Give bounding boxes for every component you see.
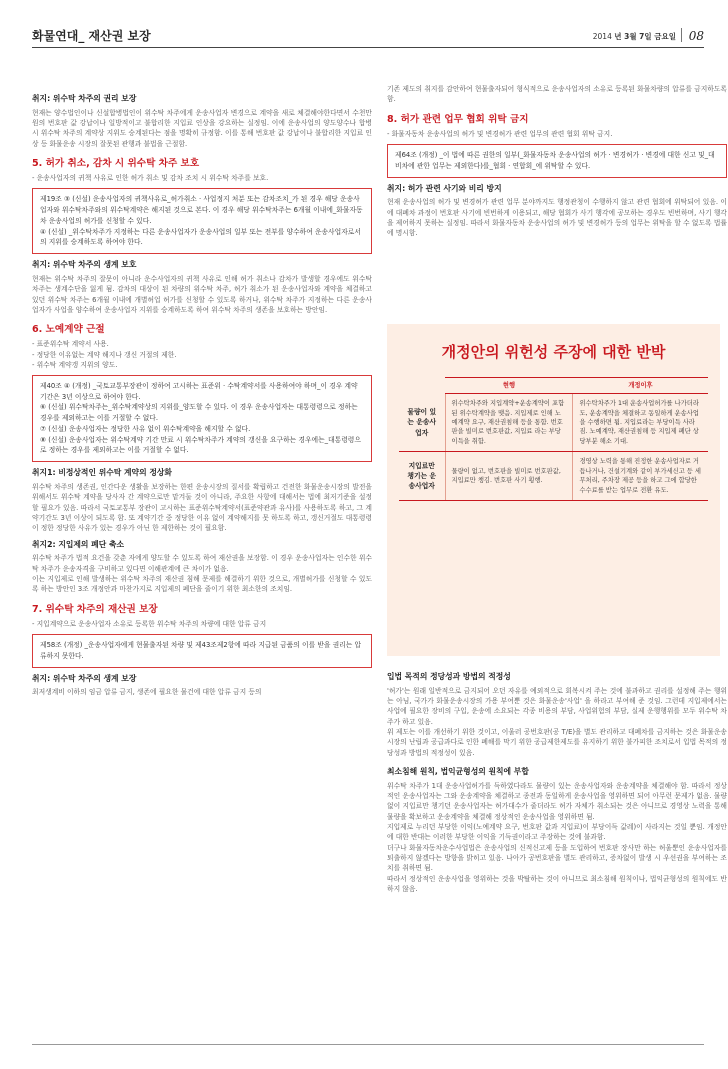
bullet-item: - 정당한 이유없는 계약 해지나 갱신 거절의 제한.: [32, 350, 177, 359]
article-text: ⑦ (신설) 운송사업자는 정당한 사유 없이 위수탁계약을 해지할 수 없다.: [40, 424, 251, 433]
paragraph: '허가'는 원래 일반적으로 금지되어 오던 자유를 예외적으로 회복시켜 주는 것에 불과하고 권리를 설정해 주는 행위는 아님, 국가가 화물운송시장의 가용 부여뿐 것은 화물운송'사업' 을 하라고 부여해 준 것임. 그런데 지입제에서는 사업에 필요한 장비의 구입, 운송에 소요되는 각종 비용의 부담, 사업위험의 부담, 실제 운행행위를 모두 위수탁 차주가 하고 있음.: [387, 686, 727, 726]
section-title-8: 8. 허가 관련 업무 협회 위탁 금지: [387, 113, 529, 125]
header-rule: [32, 47, 704, 48]
article-text: 제40조 ④ (개정) _국토교통부장관이 정하여 고시하는 표준위 · 수탁계약서를 사용하여야 하며_이 경우 계약기간은 3년 이상으로 하여야 한다.: [40, 382, 358, 401]
table-row: [399, 452, 708, 501]
subheading: 취지: 위수탁 차주의 생계 보장: [32, 673, 137, 683]
paragraph: 위수탁 차주가 법적 요건을 갖춘 자에게 양도할 수 있도록 하여 재산권을 보장함. 이 경우 운송사업자는 인수한 위수탁 차주가 운송자격을 구비하고 있다면 이해관계에 큰 차이가 없음.: [32, 554, 372, 573]
section-title-5: 5. 허가 취소, 감차 시 위수탁 차주 보호: [32, 158, 200, 170]
law-article-box: [32, 375, 372, 462]
paragraph: 위 제도는 이를 개선하기 위한 것이고, 이울러 공번호판(공 T/E)을 별도 관리하고 대폐차를 금지하는 것은 화물운송시장의 난립과 공급과다로 인한 폐해를 막기 위한 공급제한제도를 유지하기 위한 불가피한 조치로서 입법 목적의 정당성과 방법의 적정성이 있음.: [387, 728, 727, 757]
bullet-item: - 위수탁 계약갱 지위의 양도.: [32, 360, 118, 369]
bullet-item: - 운송사업자의 귀책 사유로 인한 허가 취소 및 감차 조치 시 위수탁 차주를 보호.: [32, 174, 269, 183]
paragraph: 따라서 정상적인 운송사업을 영위하는 것을 박탈하는 것이 아니므로 최소침해 원칙이나, 법익균형성의 원칙에도 반하지 않음.: [387, 874, 727, 894]
bullet-item: - 지입계약으로 운송사업자 소유로 등록한 위수탁 차주의 차량에 대한 압류 금지: [32, 619, 267, 628]
header-divider: [681, 28, 682, 42]
table-cell: 경영상 노력을 통해 진정한 운송사업자로 거듭나거나, 건설기계와 같이 부가세신고 등 세무처리, 주차장 제공 등을 하고 그에 합당한 수수료를 받는 업무로 전환 유도.: [573, 452, 708, 501]
paragraph: 현재는 양수법인이나 신설합병법인이 위수탁 차주에게 운송사업자 변경으로 계약을 새로 체결해야한다면서 수천만 원의 번호판 값 강납이나 일방적이고 불합리한 지입료 인상을 강요하는 실정임. 이에 운송사업의 양도양수나 합병 시 위수탁 차주의 계약상 지위도 승계된다는 점을 명확히 규정함. 이를 통해 번호판 값 강납이나 불합리한 지입료 인상 등 화물운송 시장의 잘못된 관행과 불법을 근절함.: [32, 108, 372, 148]
article-text: 제64조 (개정) _이 법에 따른 권한의 일부(_화물자동차 운송사업의 허가 · 변경허가 · 변경에 대한 신고 및_대비차에 관한 업무는 제외한다)를_협회 · 연합회_에 위탁할 수 있다.: [395, 151, 715, 170]
date-day: 년 3월 7일 금요일: [614, 32, 676, 41]
subheading: 취지2: 지입제의 폐단 축소: [32, 539, 125, 549]
subheading: 취지: 위수탁 차주의 생계 보호: [32, 260, 137, 270]
comparison-table: [399, 377, 708, 501]
article-text: 제58조 (개정) _운송사업자에게 현물출자된 차량 및 제43조제2항에 따라 지급된 금품의 이를 받을 권리는 압류하지 못한다.: [40, 641, 362, 660]
column-header-current: 현행: [445, 377, 573, 393]
publication-title: 화물연대_ 재산권 보장: [32, 29, 151, 43]
section-title-7: 7. 위수탁 차주의 재산권 보장: [32, 603, 158, 615]
law-article-box: [32, 188, 372, 254]
right-column-top: [387, 84, 727, 239]
paragraph: 현재 운송사업의 허가 및 변경허가 관련 업무 분야까지도 행정관청이 수행하지 않고 관련 협회에 위탁되어 있음. 이에 대폐차 과정이 번호판 사기에 빈번하게 이용되고, 해당 협회가 사기 행각에 공모하는 경우도 빈번하며, 사기 행각을 제어하지 못하는 실정임. 따라서 화물자동차 운송사업의 허가 및 변경허가 등의 업무는 위탁을 할 수 없도록 법률에 명시함.: [387, 198, 727, 238]
paragraph: 위수탁 차주의 생존권, 인간다운 생활을 보장하는 한편 운송시장의 질서를 확립하고 건전한 화물운송시장의 발전을 위해서도 위수탁 계약을 당사자 간 계약으로만 맡겨둘 것이 아니라, 주요한 사항에 대해서는 법에 최저기준을 설정할 필요가 있음. 따라서 국토교통부 장관이 고시하는 표준위수탁계약서(표준약관과 유사)를 사용하도록 하고, 그 계약기간도 3년 이상이 되도록 함. 또 계약기간 중 정당한 이유 없이 계약해지를 못 하도록 하고, 갱신거절도 대통령령이 정한 정당한 사유가 있는 경우가 아닌 한 제한하는 것이 필요함.: [32, 482, 372, 533]
paragraph: 현재는 위수탁 차주의 잘못이 아니라 운수사업자의 귀책 사유로 인해 허가 취소나 감차가 발생할 경우에도 위수탁 차주는 생계수단을 잃게 됨. 감차의 대상이 된 차량의 위수탁 차주, 허가 취소가 된 운송사업자와 계약을 체결하고 있던 위수탁 차주는 6개월 이내에 개별허업 허가를 신청할 수 있도록 하거나, 위수탁 차주가 지정하는 다른 운송사업자가 사업을 양수하여 운송사업자 지위를 승계하도록 하여 위수탁 차주의 생존을 보호하는 방안임.: [32, 274, 372, 314]
row-header: 지입료만 챙기는 운송사업자: [399, 452, 445, 501]
date-year: 2014: [592, 32, 615, 41]
article-text: 제19조 ③ (신설) 운송사업자의 귀책사유로_허가취소 · 사업정지 처분 또는 감차조치_가 된 경우 해당 운송사업자와 위수탁차주와의 위수탁계약은 해지된 것으로 본다. 이 경우 해당 위수탁차주는 6개월 이내에_화물자동차 운송사업의 허가를 신청할 수 있다.: [40, 195, 363, 225]
right-column-bottom: [387, 666, 727, 894]
page-header: [32, 26, 704, 46]
table-corner: [399, 377, 445, 393]
subheading: 취지1: 비정상적인 위수탁 계약의 정상화: [32, 468, 172, 478]
paragraph: 이는 지입제로 인해 발생하는 위수탁 차주의 재산권 침해 문제를 해결하기 위한 것으로, 개별허가를 신청할 수 있도록 하는 방안인 3조 개정안과 마찬가지로 지입제의 폐단을 줄이기 위한 최소한의 조치임.: [32, 574, 372, 594]
table-cell: 위수탁차주와 지입계약+운송계약이 포함된 위수탁계약을 맺음. 지입제로 인해 노예계약 요구, 재산권침해 등을 통함. 번호판을 빌미로 번호판값, 지입료 라는 부당이득을 취함.: [445, 394, 573, 452]
section-title-6: 6. 노예계약 근절: [32, 324, 105, 336]
rebuttal-panel: [387, 324, 720, 656]
rebuttal-title: 개정안의 위헌성 주장에 대한 반박: [441, 343, 666, 361]
paragraph: 지입제로 누리던 부당한 이익(노예계약 요구, 번호판 값과 지입료)이 부당이득 값레)이 사라지는 것일 뿐임. 개정안에 대한 반대는 이러한 부당한 이익을 기득권이라고 주장하는 것에 불과함.: [387, 823, 727, 842]
law-article-box: [387, 144, 727, 177]
subheading: 입법 목적의 정당성과 방법의 적정성: [387, 672, 511, 681]
bullet-item: - 화물자동차 운송사업의 허가 및 변경허가 관련 업무의 관련 협회 위탁 금지.: [387, 129, 613, 138]
footer-rule: [32, 1044, 704, 1045]
page-number: 08: [688, 29, 704, 43]
paragraph: 더구나 화물자동차운수사업법은 운송사업의 신적신고제 등을 도입하여 번호판 장사만 하는 허울뿐인 운송사업자를 퇴출하지 않겠다는 방향을 밝히고 있음. 나아가 공번호판을 별도 관리하고, 증차없이 발생 시 우선권을 부여하는 조치를 취하면 됨.: [387, 843, 727, 873]
subheading: 취지: 위수탁 차주의 권리 보장: [32, 94, 137, 103]
article-text: ⑥ (신설) 위수탁차주는_위수탁계약상의 지위를_양도할 수 있다. 이 경우 운송사업자는 대통령령으로 정하는 경우를 제외하고는 이를 거절할 수 없다.: [40, 403, 358, 423]
paragraph: 최저생계비 이하의 임금 압류 금지, 생존에 필요한 물건에 대한 압류 금지 등의: [32, 688, 262, 697]
subheading: 최소침해 원칙, 법익균형성의 원칙에 부합: [387, 767, 529, 777]
law-article-box: [32, 634, 372, 667]
article-text: ④ (신설) _위수탁차주가 지정하는 다른 운송사업자가 운송사업의 일부 또는 전부를 양수하여 운송사업자로서의 지위를 승계하도록 하여야 한다.: [40, 227, 361, 247]
column-header-after: 개정이후: [573, 377, 708, 393]
issue-date: [593, 32, 676, 42]
paragraph: 위수탁 차주가 1대 운송사업허가를 득하였다라도 물량이 있는 운송사업자와 운송계약을 체결해야 함. 따라서 정상적인 운송사업자는 그와 운송계약을 체결하고 종전과 동일하게 운송사업을 영위하면 되어 아무런 문제가 없음. 물량 없이 지입료만 챙기던 운송사업자는 허가대수가 줄더라도 허가 자체가 취소되는 것은 아니므로 경영상 노력을 통해 물량을 확보하고 운송계약을 체결해 정상적인 운송사업을 영위하면 됨.: [387, 781, 727, 821]
subheading: 취지: 허가 관련 사기와 비리 방지: [387, 183, 502, 193]
table-row: [399, 394, 708, 452]
paragraph: 기존 제도의 취지를 감안하여 현물출자되어 형식적으로 운송사업자의 소유로 등록된 화물차량의 압류를 금지하도록 함.: [387, 85, 728, 104]
table-cell: 물량이 없고, 번호판을 빌미로 번호판값, 지입료만 챙김. 번호판 사기 횡행.: [445, 452, 573, 501]
table-cell: 위수탁차주가 1대 운송사업허가를 나가더라도, 운송계약을 체결하고 동일하게 운송사업을 수행하면 됨. 지입료라는 부당이득 사라짐. 노예계약, 재산권침해 등 지입제 폐단 상당부분 해소 기대.: [573, 394, 708, 452]
bullet-item: - 표준위수탁 계약서 사용.: [32, 340, 109, 349]
left-column: [32, 88, 372, 698]
article-text: ⑧ (신설) 운송사업자는 위수탁계약 기간 만료 시 위수탁차주가 계약의 갱신을 요구하는 경우에는_대통령령으로 정하는 경우를 제외하고는 이를 거절할 수 없다.: [40, 435, 361, 455]
row-header: 물량이 있는 운송사업자: [399, 394, 445, 452]
